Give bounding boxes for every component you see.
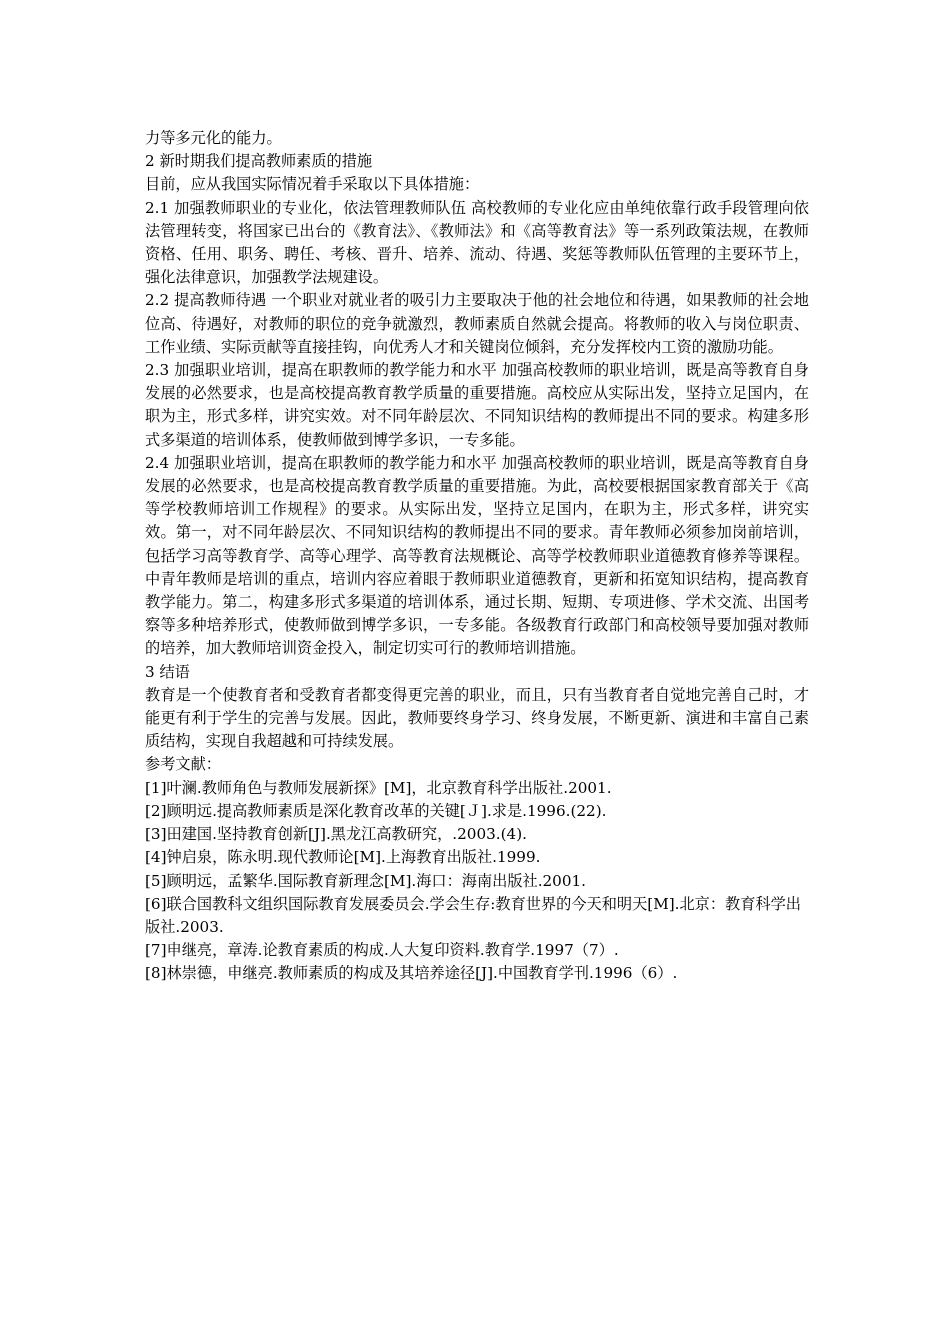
- section-2-heading: 2 新时期我们提高教师素质的措施: [145, 152, 373, 171]
- reference-item: [6]联合国教科文组织国际教育发展委员会.学会生存:教育世界的今天和明天[M].北京：教育科学出版社.2003.: [145, 894, 801, 936]
- reference-item: [2]顾明远.提高教师素质是深化教育改革的关键[Ｊ].求是.1996.(22).: [145, 801, 607, 820]
- document-page: [145, 127, 809, 986]
- intro-tail-paragraph: 力等多元化的能力。: [145, 129, 282, 147]
- subsection-2-2-paragraph: 2.2 提高教师待遇 一个职业对就业者的吸引力主要取决于他的社会地位和待遇，如果教师的社会地位高、待遇好，对教师的职位的竞争就激烈，教师素质自然就会提高。将教师的收入与岗位职责、工作业绩、实际贡献等直接挂钩，向优秀人才和关键岗位倾斜，充分发挥校内工资的激励功能。: [145, 291, 809, 356]
- subsection-2-3-paragraph: 2.3 加强职业培训，提高在职教师的教学能力和水平 加强高校教师的职业培训，既是高等教育自身发展的必然要求，也是高校提高教育教学质量的重要措施。高校应从实际出发，坚持立足国内，在职为主，形式多样，讲究实效。对不同年龄层次、不同知识结构的教师提出不同的要求。构建多形式多渠道的培训体系，使教师做到博学多识，一专多能。: [145, 361, 809, 449]
- reference-item: [4]钟启泉，陈永明.现代教师论[M].上海教育出版社.1999.: [145, 848, 541, 867]
- reference-item: [3]田建国.坚持教育创新[J].黑龙江高教研究，.2003.(4).: [145, 825, 527, 844]
- conclusion-paragraph: 教育是一个使教育者和受教育者都变得更完善的职业，而且，只有当教育者自觉地完善自己时，才能更有利于学生的完善与发展。因此，教师要终身学习、终身发展，不断更新、演进和丰富自己素质结构，实现自我超越和可持续发展。: [145, 685, 809, 751]
- section-2-intro-paragraph: 目前，应从我国实际情况着手采取以下具体措施：: [145, 175, 480, 194]
- subsection-2-1-paragraph: 2.1 加强教师职业的专业化，依法管理教师队伍 高校教师的专业化应由单纯依靠行政手段管理向依法管理转变，将国家已出台的《教育法》、《教师法》和《高等教育法》等一系列政策法规，在教师资格、任用、职务、聘任、考核、晋升、培养、流动、待遇、奖惩等教师队伍管理的主要环节上，强化法律意识，加强教学法规建设。: [145, 198, 809, 287]
- section-3-heading: 3 结语: [145, 662, 190, 681]
- reference-item: [8]林崇德，申继亮.教师素质的构成及其培养途径[J].中国教育学刊.1996（6）.: [145, 964, 678, 983]
- reference-item: [7]申继亮，章涛.论教育素质的构成.人大复印资料.教育学.1997（7）.: [145, 941, 619, 960]
- references-heading: 参考文献：: [145, 755, 221, 774]
- reference-item: [1]叶澜.教师角色与教师发展新探》[M]，北京教育科学出版社.2001.: [145, 778, 612, 797]
- subsection-2-4-paragraph: 2.4 加强职业培训，提高在职教师的教学能力和水平 加强高校教师的职业培训，既是高等教育自身发展的必然要求，也是高校提高教育教学质量的重要措施。为此，高校要根据国家教育部关于《高等学校教师培训工作规程》的要求。从实际出发，坚持立足国内，在职为主，形式多样，讲究实效。第一，对不同年龄层次、不同知识结构的教师提出不同的要求。青年教师必须参加岗前培训，包括学习高等教育学、高等心理学、高等教育法规概论、高等学校教师职业道德教育修养等课程。中青年教师是培训的重点，培训内容应着眼于教师职业道德教育，更新和拓宽知识结构，提高教育教学能力。第二，构建多形式多渠道的培训体系，通过长期、短期、专项进修、学术交流、出国考察等多种培养形式，使教师做到博学多识，一专多能。各级教育行政部门和高校领导要加强对教师的培养，加大教师培训资金投入，制定切实可行的教师培训措施。: [145, 453, 809, 658]
- reference-item: [5]顾明远，孟繁华.国际教育新理念[M].海口：海南出版社.2001.: [145, 871, 587, 890]
